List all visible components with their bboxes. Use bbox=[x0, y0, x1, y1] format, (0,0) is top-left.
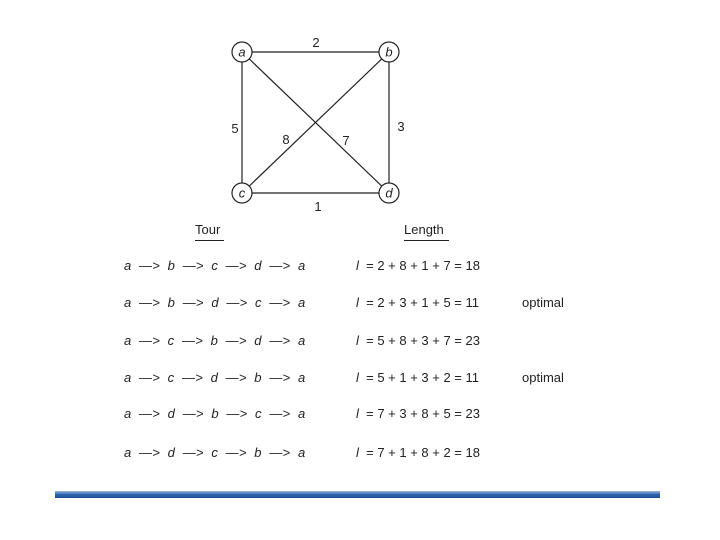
length-cell bbox=[356, 370, 479, 385]
tour-cell: a —> d —> b —> c —> a bbox=[124, 406, 306, 421]
length-cell bbox=[356, 258, 480, 273]
edge-weight-b-d: 3 bbox=[397, 119, 405, 134]
node-label-a: a bbox=[238, 44, 246, 60]
tour-cell: a —> b —> c —> d —> a bbox=[124, 258, 306, 273]
tour-cell: a —> d —> c —> b —> a bbox=[124, 445, 306, 460]
node-label-c: c bbox=[238, 185, 246, 201]
length-symbol: l bbox=[356, 333, 359, 348]
length-cell bbox=[356, 295, 479, 310]
length-expression: = 5 + 1 + 3 + 2 = 11 bbox=[358, 370, 479, 385]
table-row bbox=[0, 370, 720, 390]
length-cell bbox=[356, 333, 480, 348]
length-expression: = 7 + 1 + 8 + 2 = 18 bbox=[358, 445, 480, 460]
edge-weight-c-d: 1 bbox=[314, 199, 322, 214]
table-row bbox=[0, 333, 720, 353]
table-row bbox=[0, 406, 720, 426]
length-cell bbox=[356, 406, 480, 421]
optimal-label: optimal bbox=[522, 370, 564, 385]
length-symbol: l bbox=[356, 370, 359, 385]
length-expression: = 2 + 8 + 1 + 7 = 18 bbox=[358, 258, 480, 273]
tour-cell: a —> c —> b —> d —> a bbox=[124, 333, 306, 348]
edge-weight-a-c: 5 bbox=[231, 121, 239, 136]
node-label-b: b bbox=[385, 44, 393, 60]
tour-cell: a —> c —> d —> b —> a bbox=[124, 370, 306, 385]
length-cell bbox=[356, 445, 480, 460]
length-expression: = 2 + 3 + 1 + 5 = 11 bbox=[358, 295, 479, 310]
length-expression: = 5 + 8 + 3 + 7 = 23 bbox=[358, 333, 480, 348]
graph-diagram bbox=[0, 0, 720, 220]
table-row bbox=[0, 258, 720, 278]
tour-header-underline bbox=[195, 240, 224, 241]
footer-bar bbox=[55, 491, 660, 498]
length-header-underline bbox=[404, 240, 449, 241]
optimal-label: optimal bbox=[522, 295, 564, 310]
node-label-d: d bbox=[385, 185, 393, 201]
edge-weight-a-d: 8 bbox=[282, 132, 290, 147]
length-header: Length bbox=[404, 222, 444, 237]
length-symbol: l bbox=[356, 445, 359, 460]
length-symbol: l bbox=[356, 295, 359, 310]
edge-weight-b-c: 7 bbox=[342, 133, 350, 148]
edge-weight-a-b: 2 bbox=[312, 35, 320, 50]
table-row bbox=[0, 445, 720, 465]
tour-header: Tour bbox=[195, 222, 221, 237]
length-symbol: l bbox=[356, 258, 359, 273]
table-row bbox=[0, 295, 720, 315]
length-symbol: l bbox=[356, 406, 359, 421]
tour-cell: a —> b —> d —> c —> a bbox=[124, 295, 306, 310]
length-expression: = 7 + 3 + 8 + 5 = 23 bbox=[358, 406, 480, 421]
